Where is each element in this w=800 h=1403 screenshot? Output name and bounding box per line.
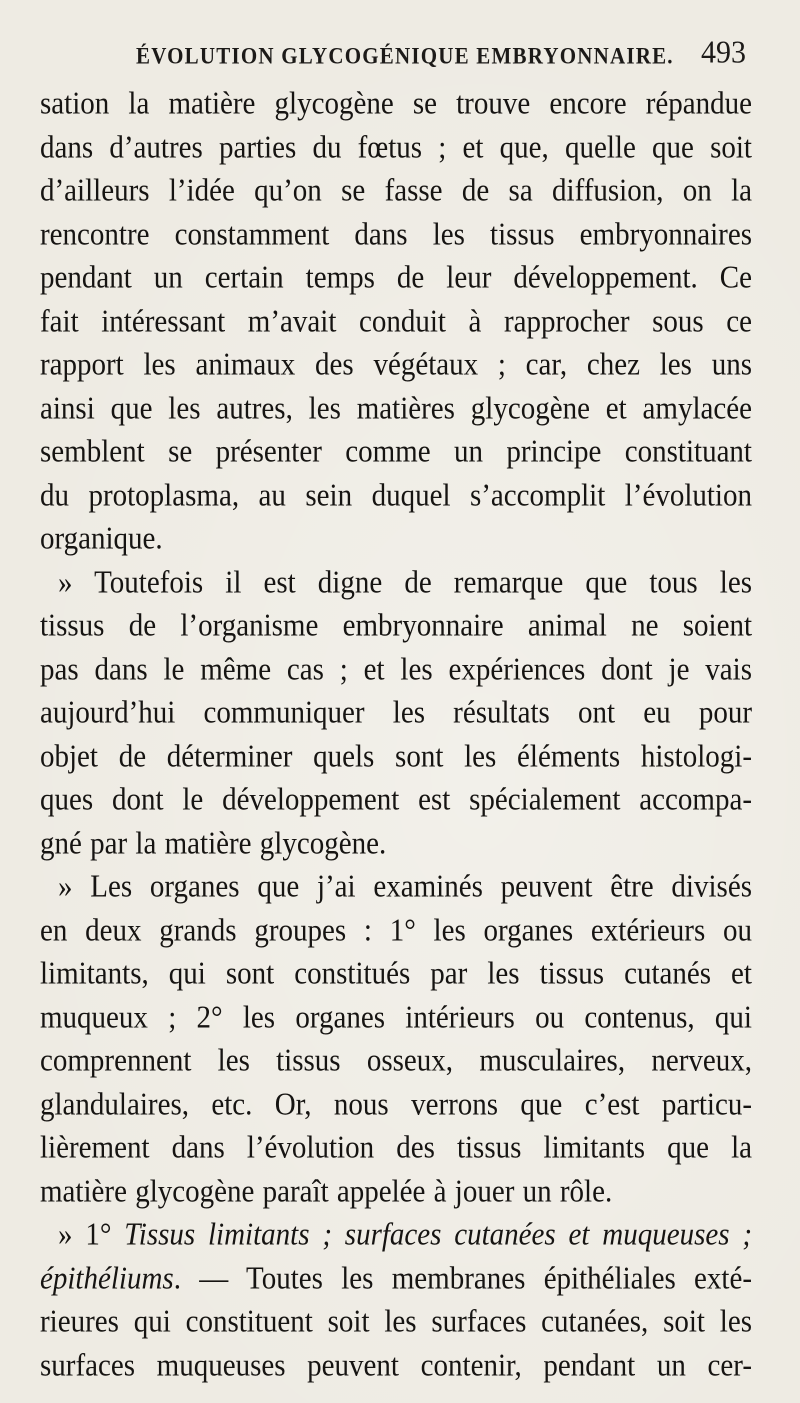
body-text [40,83,752,1388]
text-line: sation la matière glycogène se trouve encore répandue [40,86,752,122]
text-line: organique. [40,521,163,557]
running-title: ÉVOLUTION GLYCOGÉNIQUE EMBRYONNAIRE. [136,42,674,69]
section-subtitle: épithéliums [40,1261,174,1296]
text-line: matière glycogène paraît appelée à jouer un rôle. [40,1174,613,1209]
page-header [136,36,746,72]
text-line: fait intéressant m’avait conduit à rapprocher sous ce [40,304,752,339]
text-line: muqueux ; 2° les organes intérieurs ou contenus, qui [40,1000,752,1035]
text-line: dans d’autres parties du fœtus ; et que, quelle que soit [40,130,752,165]
text-line: glandulaires, etc. Or, nous verrons que c’est particu- [40,1087,752,1122]
text-line: d’ailleurs l’idée qu’on se fasse de sa diffusion, on la [40,173,752,209]
text-line: rieures qui constituent soit les surfaces cutanées, soit les [40,1304,752,1340]
text-line: semblent se présenter comme un principe constituant [40,434,752,470]
text-line: pendant un certain temps de leur développement. Ce [40,260,752,296]
text-line: ainsi que les autres, les matières glycogène et amylacée [40,391,752,426]
text-line: aujourd’hui communiquer les résultats ont eu pour [40,695,752,731]
text-line: en deux grands groupes : 1° les organes extérieurs ou [40,913,752,948]
text-line: objet de déterminer quels sont les éléments histologi- [40,739,752,774]
section-heading-line [40,1212,752,1259]
page-number: 493 [701,35,746,70]
text-line: » Toutefois il est digne de remarque que tous les [58,565,752,600]
text-line: tissus de l’organisme embryonnaire animal ne soient [40,608,752,644]
text-line [40,1256,752,1303]
text-line: pas dans le même cas ; et les expériences dont je vais [40,652,752,687]
text-line: surfaces muqueuses peuvent contenir, pendant un cer- [40,1348,752,1383]
text-line: du protoplasma, au sein duquel s’accomplit l’évolution [40,478,752,513]
text-line: comprennent les tissus osseux, musculaires, nerveux, [40,1043,752,1079]
text-line: lièrement dans l’évolution des tissus limitants que la [40,1130,752,1166]
text-line: rencontre constamment dans les tissus embryonnaires [40,217,752,252]
section-continuation: . — Toutes les membranes épithéliales exté- [173,1261,752,1296]
text-line: gné par la matière glycogène. [40,826,387,861]
section-title: Tissus limitants ; surfaces cutanées et muqueuses ; [124,1217,752,1253]
text-line: limitants, qui sont constitués par les tissus cutanés et [40,956,752,992]
section-prefix: » 1° [58,1217,125,1253]
text-line: » Les organes que j’ai examinés peuvent être divisés [58,869,752,905]
text-line: ques dont le développement est spécialement accompa- [40,782,752,818]
text-line: rapport les animaux des végétaux ; car, chez les uns [40,347,752,383]
